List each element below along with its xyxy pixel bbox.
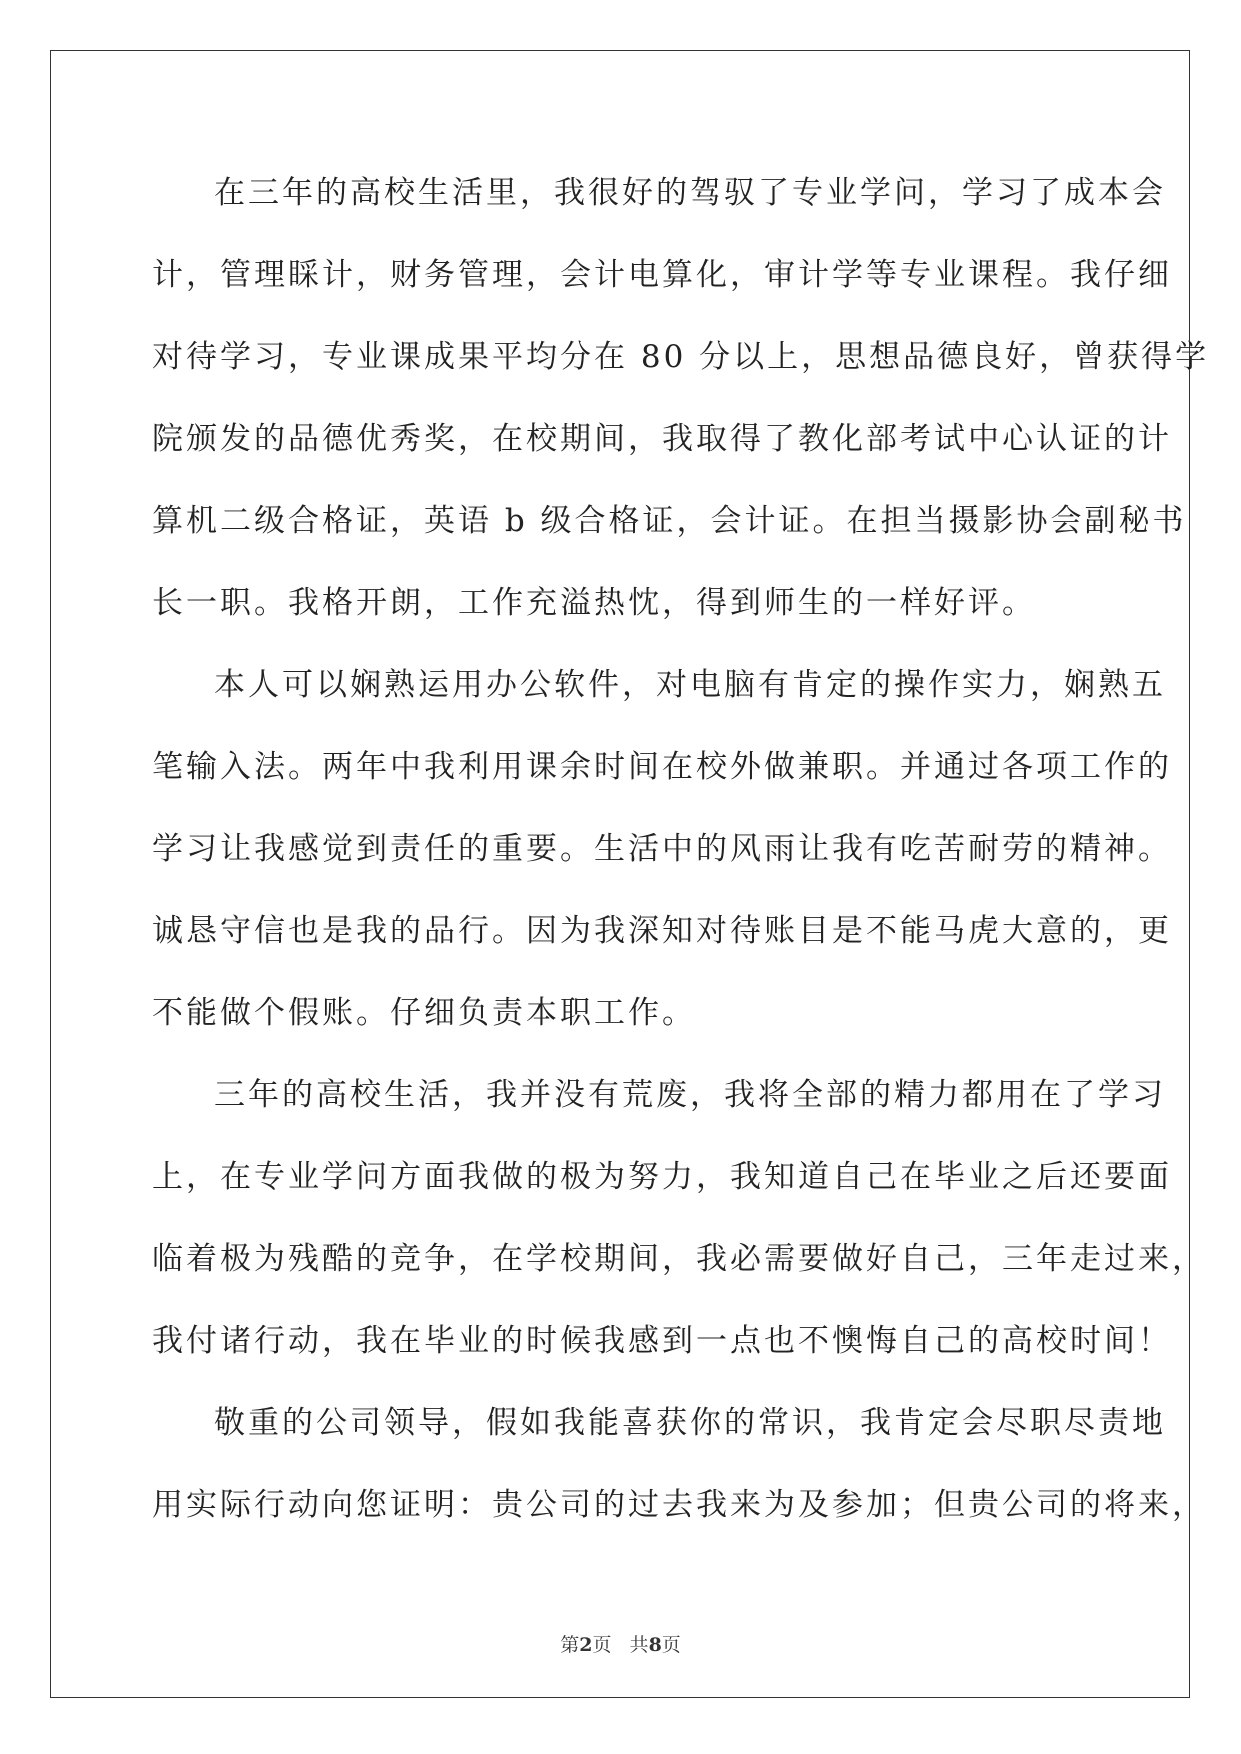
text-line: 计，管理睬计，财务管理，会计电算化，审计学等专业课程。我仔细 bbox=[152, 257, 1172, 293]
page-footer bbox=[0, 1630, 1241, 1657]
text-line: 在三年的高校生活里，我很好的驾驭了专业学问，学习了成本会 bbox=[214, 175, 1166, 211]
text-line: 算机二级合格证，英语 b 级合格证，会计证。在担当摄影协会副秘书 bbox=[152, 503, 1187, 539]
text-line: 敬重的公司领导，假如我能喜获你的常识，我肯定会尽职尽责地 bbox=[214, 1405, 1166, 1441]
text-line: 临着极为残酷的竞争，在学校期间，我必需要做好自己，三年走过来， bbox=[152, 1241, 1206, 1277]
footer-prefix: 第 bbox=[560, 1634, 580, 1656]
text-line: 笔输入法。两年中我利用课余时间在校外做兼职。并通过各项工作的 bbox=[152, 749, 1172, 785]
footer-suffix: 页 bbox=[661, 1634, 681, 1656]
text-line: 长一职。我格开朗，工作充溢热忱，得到师生的一样好评。 bbox=[152, 585, 1036, 621]
text-line: 院颁发的品德优秀奖，在校期间，我取得了教化部考试中心认证的计 bbox=[152, 421, 1172, 457]
text-line: 不能做个假账。仔细负责本职工作。 bbox=[152, 995, 696, 1031]
text-line: 学习让我感觉到责任的重要。生活中的风雨让我有吃苦耐劳的精神。 bbox=[152, 831, 1172, 867]
text-line: 本人可以娴熟运用办公软件，对电脑有肯定的操作实力，娴熟五 bbox=[214, 667, 1166, 703]
text-line: 诚恳守信也是我的品行。因为我深知对待账目是不能马虎大意的，更 bbox=[152, 913, 1172, 949]
document-body bbox=[152, 152, 1210, 1546]
text-line: 我付诸行动，我在毕业的时候我感到一点也不懊悔自己的高校时间！ bbox=[152, 1323, 1172, 1359]
text-line: 对待学习，专业课成果平均分在 80 分以上，思想品德良好，曾获得学 bbox=[152, 339, 1210, 375]
text-line: 用实际行动向您证明：贵公司的过去我来为及参加；但贵公司的将来， bbox=[152, 1487, 1206, 1523]
current-page-number: 2 bbox=[579, 1634, 593, 1656]
footer-middle: 页 共 bbox=[592, 1634, 649, 1656]
total-page-count: 8 bbox=[648, 1634, 662, 1656]
text-line: 上，在专业学问方面我做的极为努力，我知道自己在毕业之后还要面 bbox=[152, 1159, 1172, 1195]
text-line: 三年的高校生活，我并没有荒废，我将全部的精力都用在了学习 bbox=[214, 1077, 1166, 1113]
